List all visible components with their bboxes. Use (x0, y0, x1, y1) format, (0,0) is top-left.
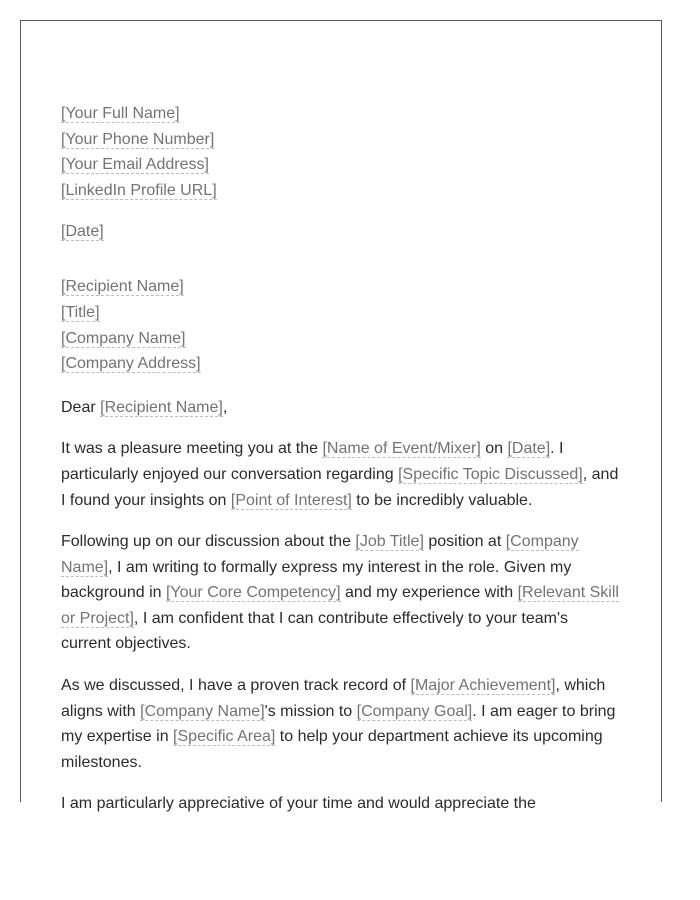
placeholder-skill: [Relevant Skill (517, 584, 619, 602)
placeholder-topic: [Specific Topic Discussed] (398, 465, 583, 483)
letter-date: [Date] (61, 222, 104, 240)
sender-name: [Your Full Name] (61, 105, 180, 122)
placeholder-date: [Date] (507, 440, 551, 458)
placeholder-company-name-cont: Name] (61, 558, 109, 576)
paragraph-1: It was a pleasure meeting you at the [Name of Event/Mixer] on [Date]. I particularly enjoyed our conversation regarding [Specific Topic Discussed], and I found your insights on [Point of Interest] to be incredibly valuable. (61, 440, 619, 509)
date-block (61, 219, 626, 245)
letter-page (20, 20, 662, 813)
placeholder-company-name-2: [Company Name] (140, 702, 265, 720)
recipient-block (61, 274, 626, 376)
placeholder-skill-cont: or Project] (61, 609, 134, 627)
sender-linkedin: [LinkedIn Profile URL] (61, 181, 217, 199)
placeholder-achievement: [Major Achievement] (410, 677, 556, 695)
recipient-title: [Title] (61, 303, 100, 321)
salutation: Dear [Recipient Name], (61, 398, 228, 416)
recipient-name: [Recipient Name] (61, 278, 184, 296)
recipient-company: [Company Name] (61, 329, 186, 347)
placeholder-interest: [Point of Interest] (230, 491, 352, 509)
placeholder-specific-area: [Specific Area] (173, 728, 276, 746)
placeholder-company-name: [Company (505, 533, 579, 551)
letter-content (61, 101, 626, 817)
sender-phone: [Your Phone Number] (61, 130, 215, 148)
paragraph-2: Following up on our discussion about the [Job Title] position at [Company Name], I am writing to formally express my interest in the role. Given my background in [Your Core Competency] and my experience with [Relevant Skill or Project], I am confident that I can contribute effectively to your team's current objectives. (61, 533, 619, 653)
placeholder-event: [Name of Event/Mixer] (322, 440, 481, 458)
placeholder-job-title: [Job Title] (355, 533, 424, 551)
placeholder-core-competency: [Your Core Competency] (165, 584, 341, 602)
sender-block (61, 101, 626, 203)
sender-email: [Your Email Address] (61, 156, 209, 174)
salutation-name: [Recipient Name] (100, 398, 223, 416)
paragraph-4: I am particularly appreciative of your time and would appreciate the (61, 795, 536, 813)
recipient-address: [Company Address] (61, 355, 201, 373)
placeholder-company-goal: [Company Goal] (356, 702, 473, 720)
paragraph-3: As we discussed, I have a proven track record of [Major Achievement], which aligns with [Company Name]'s mission to [Company Goal]. I am eager to bring my expertise in [Specific Area] to help your department achieve its upcoming milestones. (61, 677, 616, 771)
